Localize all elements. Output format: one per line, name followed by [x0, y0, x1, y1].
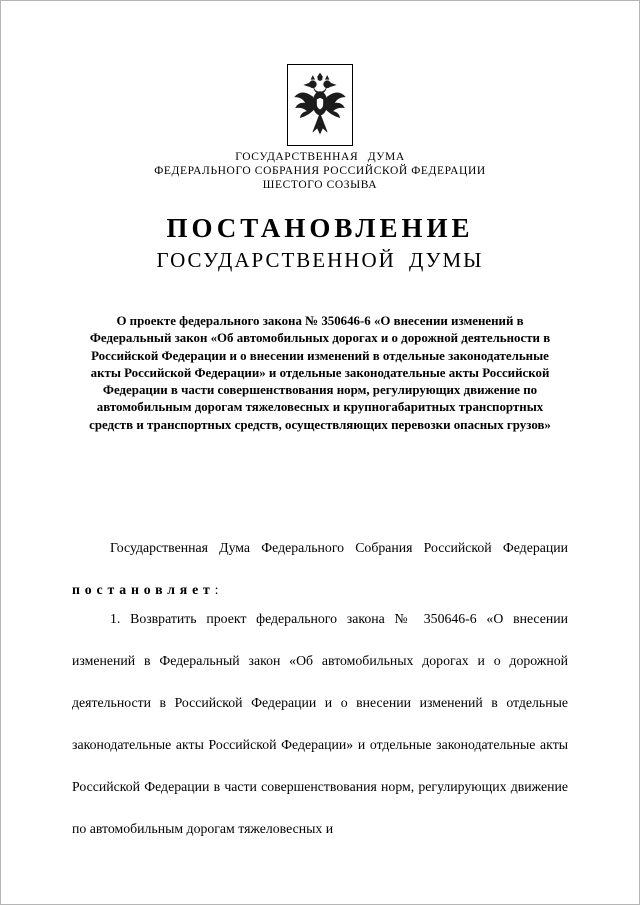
- org-name-line: ГОСУДАРСТВЕННАЯ ДУМА: [235, 151, 405, 163]
- org-subtitle-line: ФЕДЕРАЛЬНОГО СОБРАНИЯ РОССИЙСКОЙ ФЕДЕРАЦИИ: [154, 165, 486, 177]
- clause-suffix-text: :: [214, 582, 219, 597]
- document-body: [72, 527, 568, 850]
- coat-of-arms-box: [287, 64, 353, 146]
- document-type-title: ПОСТАНОВЛЕНИЕ: [166, 213, 474, 243]
- item-1-paragraph: 1. Возвратить проект федерального закона № 350646-6 «О внесении изменений в Федеральный закон «Об автомобильных дорогах и о дорожной деятельности в Российской Федерации и о внесении изменений в отдельные законодательные акты Российской Федерации» и отдельные законодательные акты Российской Федерации в части совершенствования норм, регулирующих движение по автомобильным дорогам тяжеловесных и: [72, 611, 568, 836]
- clause-prefix-text: Государственная Дума Федерального Собрания Российской Федерации: [110, 540, 568, 555]
- clause-verb-text: постановляет: [72, 582, 215, 597]
- document-issuer-title: ГОСУДАРСТВЕННОЙ ДУМЫ: [156, 248, 484, 272]
- convocation-line: ШЕСТОГО СОЗЫВА: [262, 179, 378, 191]
- letterhead: [1, 150, 639, 192]
- double-headed-eagle-icon: [293, 71, 347, 139]
- subject-paragraph: О проекте федерального закона № 350646-6 «О внесении изменений в Федеральный закон «Об автомобильных дорогах и о дорожной деятельности в Российской Федерации и о внесении изменений в отдельные законодательные акты Российской Федерации» и отдельные законодательные акты Российской Федерации в части совершенствования норм, регулирующих движение по автомобильным дорогам тяжеловесных и крупногабаритных транспортных средств и транспортных средств, осуществляющих перевозки опасных грузов»: [89, 314, 551, 432]
